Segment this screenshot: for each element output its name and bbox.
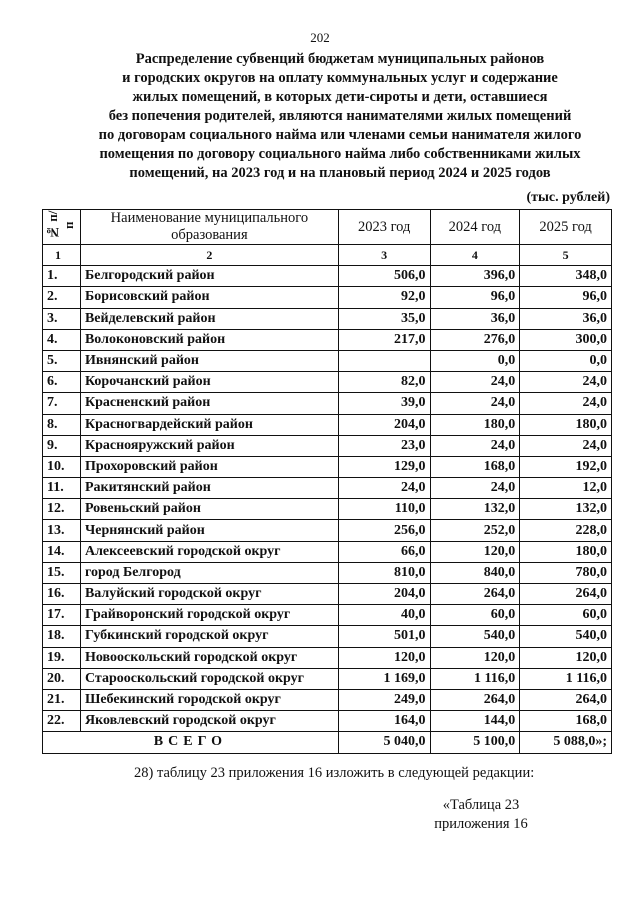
value-2023: 249,0 <box>338 689 430 710</box>
subvention-table <box>42 209 612 754</box>
title-line: Распределение субвенций бюджетам муниципальных районов <box>135 51 545 67</box>
table-row <box>43 520 612 541</box>
value-2025: 36,0 <box>520 308 612 329</box>
value-2025: 192,0 <box>520 456 612 477</box>
table-row <box>43 287 612 308</box>
title-line: помещений, на 2023 год и на плановый период 2024 и 2025 годов <box>129 165 551 181</box>
row-number: 7. <box>43 393 81 414</box>
total-2024: 5 100,0 <box>430 732 520 753</box>
header-name: Наименование муниципального образования <box>80 210 338 245</box>
municipality-name: Ракитянский район <box>80 478 338 499</box>
title-line: по договорам социального найма или членами семьи нанимателя жилого <box>98 127 582 143</box>
table-row <box>43 393 612 414</box>
municipality-name: Новооскольский городской округ <box>80 647 338 668</box>
column-index: 1 <box>43 245 81 266</box>
municipality-name: Красногвардейский район <box>80 414 338 435</box>
total-row <box>43 732 612 753</box>
value-2024: 252,0 <box>430 520 520 541</box>
value-2024: 180,0 <box>430 414 520 435</box>
value-2025: 24,0 <box>520 393 612 414</box>
column-index: 4 <box>430 245 520 266</box>
row-number: 17. <box>43 605 81 626</box>
value-2025: 780,0 <box>520 562 612 583</box>
header-2023: 2023 год <box>338 210 430 245</box>
document-title <box>60 50 620 183</box>
column-index: 5 <box>520 245 612 266</box>
value-2025: 24,0 <box>520 435 612 456</box>
value-2025: 12,0 <box>520 478 612 499</box>
value-2024: 396,0 <box>430 266 520 287</box>
value-2023: 501,0 <box>338 626 430 647</box>
row-number: 11. <box>43 478 81 499</box>
value-2025: 132,0 <box>520 499 612 520</box>
value-2024: 96,0 <box>430 287 520 308</box>
row-number: 9. <box>43 435 81 456</box>
row-number: 22. <box>43 711 81 732</box>
table-row <box>43 350 612 371</box>
row-number: 3. <box>43 308 81 329</box>
value-2024: 168,0 <box>430 456 520 477</box>
municipality-name: Красненский район <box>80 393 338 414</box>
header-2024: 2024 год <box>430 210 520 245</box>
column-index: 3 <box>338 245 430 266</box>
table-row <box>43 647 612 668</box>
municipality-name: Старооскольский городской округ <box>80 668 338 689</box>
value-2025: 300,0 <box>520 329 612 350</box>
value-2025: 264,0 <box>520 584 612 605</box>
value-2023: 256,0 <box>338 520 430 541</box>
table-row <box>43 562 612 583</box>
value-2023: 120,0 <box>338 647 430 668</box>
value-2023: 92,0 <box>338 287 430 308</box>
row-number: 6. <box>43 372 81 393</box>
value-2024: 24,0 <box>430 435 520 456</box>
row-number: 15. <box>43 562 81 583</box>
value-2025: 120,0 <box>520 647 612 668</box>
value-2023: 204,0 <box>338 414 430 435</box>
value-2024: 264,0 <box>430 584 520 605</box>
value-2023: 39,0 <box>338 393 430 414</box>
value-2025: 540,0 <box>520 626 612 647</box>
municipality-name: Яковлевский городской округ <box>80 711 338 732</box>
municipality-name: Краснояружский район <box>80 435 338 456</box>
value-2024: 276,0 <box>430 329 520 350</box>
value-2024: 120,0 <box>430 541 520 562</box>
municipality-name: Валуйский городской округ <box>80 584 338 605</box>
value-2025: 60,0 <box>520 605 612 626</box>
page-number: 202 <box>310 30 330 45</box>
amendment-text: 28) таблицу 23 приложения 16 изложить в следующей редакции: <box>134 765 535 781</box>
row-number: 19. <box>43 647 81 668</box>
value-2023: 40,0 <box>338 605 430 626</box>
value-2024: 60,0 <box>430 605 520 626</box>
units-label: (тыс. рублей) <box>526 190 610 205</box>
next-table-caption <box>426 796 536 834</box>
value-2023: 66,0 <box>338 541 430 562</box>
row-number: 8. <box>43 414 81 435</box>
row-number: 4. <box>43 329 81 350</box>
value-2023: 110,0 <box>338 499 430 520</box>
caption-line: «Таблица 23 <box>442 797 520 813</box>
row-number: 2. <box>43 287 81 308</box>
table-row <box>43 478 612 499</box>
row-number: 18. <box>43 626 81 647</box>
table-row <box>43 541 612 562</box>
value-2025: 180,0 <box>520 541 612 562</box>
title-line: и городских округов на оплату коммунальных услуг и содержание <box>122 70 558 86</box>
municipality-name: Ивнянский район <box>80 350 338 371</box>
table-row <box>43 308 612 329</box>
value-2024: 0,0 <box>430 350 520 371</box>
row-number: 21. <box>43 689 81 710</box>
value-2025: 24,0 <box>520 372 612 393</box>
value-2024: 24,0 <box>430 372 520 393</box>
value-2024: 144,0 <box>430 711 520 732</box>
row-number: 14. <box>43 541 81 562</box>
municipality-name: Алексеевский городской округ <box>80 541 338 562</box>
caption-line: приложения 16 <box>434 816 528 832</box>
municipality-name: Вейделевский район <box>80 308 338 329</box>
municipality-name: Ровеньский район <box>80 499 338 520</box>
value-2025: 96,0 <box>520 287 612 308</box>
value-2023: 1 169,0 <box>338 668 430 689</box>
table-row <box>43 626 612 647</box>
value-2024: 24,0 <box>430 393 520 414</box>
row-number: 20. <box>43 668 81 689</box>
row-number: 12. <box>43 499 81 520</box>
value-2024: 36,0 <box>430 308 520 329</box>
municipality-name: Корочанский район <box>80 372 338 393</box>
municipality-name: Чернянский район <box>80 520 338 541</box>
table-row <box>43 435 612 456</box>
value-2023 <box>338 350 430 371</box>
value-2025: 180,0 <box>520 414 612 435</box>
table-row <box>43 456 612 477</box>
total-label: ВСЕГО <box>43 732 339 753</box>
value-2023: 129,0 <box>338 456 430 477</box>
municipality-name: Губкинский городской округ <box>80 626 338 647</box>
value-2024: 24,0 <box>430 478 520 499</box>
municipality-name: Белгородский район <box>80 266 338 287</box>
value-2024: 120,0 <box>430 647 520 668</box>
value-2023: 24,0 <box>338 478 430 499</box>
row-number: 13. <box>43 520 81 541</box>
table-row <box>43 414 612 435</box>
title-line: без попечения родителей, являются нанимателями жилых помещений <box>108 108 572 124</box>
row-number: 10. <box>43 456 81 477</box>
table-row <box>43 372 612 393</box>
municipality-name: Прохоровский район <box>80 456 338 477</box>
value-2024: 540,0 <box>430 626 520 647</box>
row-number: 16. <box>43 584 81 605</box>
value-2024: 1 116,0 <box>430 668 520 689</box>
value-2023: 82,0 <box>338 372 430 393</box>
table-row <box>43 605 612 626</box>
value-2023: 35,0 <box>338 308 430 329</box>
value-2025: 264,0 <box>520 689 612 710</box>
row-number: 1. <box>43 266 81 287</box>
row-number: 5. <box>43 350 81 371</box>
value-2024: 264,0 <box>430 689 520 710</box>
table-row <box>43 499 612 520</box>
column-index: 2 <box>80 245 338 266</box>
title-line: жилых помещений, в которых дети-сироты и дети, оставшиеся <box>132 89 548 105</box>
municipality-name: Грайворонский городской округ <box>80 605 338 626</box>
table-row <box>43 689 612 710</box>
municipality-name: Шебекинский городской округ <box>80 689 338 710</box>
municipality-name: город Белгород <box>80 562 338 583</box>
value-2025: 0,0 <box>520 350 612 371</box>
value-2023: 506,0 <box>338 266 430 287</box>
total-2025: 5 088,0»; <box>520 732 612 753</box>
value-2024: 132,0 <box>430 499 520 520</box>
municipality-name: Волоконовский район <box>80 329 338 350</box>
municipality-name: Борисовский район <box>80 287 338 308</box>
value-2025: 168,0 <box>520 711 612 732</box>
table-row <box>43 329 612 350</box>
title-line: помещения по договору социального найма либо собственниками жилых <box>99 146 581 162</box>
table-row <box>43 266 612 287</box>
value-2024: 840,0 <box>430 562 520 583</box>
value-2023: 164,0 <box>338 711 430 732</box>
value-2025: 348,0 <box>520 266 612 287</box>
value-2023: 217,0 <box>338 329 430 350</box>
header-number: № п/п <box>43 210 81 245</box>
table-row <box>43 584 612 605</box>
value-2023: 810,0 <box>338 562 430 583</box>
value-2023: 204,0 <box>338 584 430 605</box>
value-2023: 23,0 <box>338 435 430 456</box>
value-2025: 1 116,0 <box>520 668 612 689</box>
total-2023: 5 040,0 <box>338 732 430 753</box>
table-row <box>43 668 612 689</box>
table-row <box>43 711 612 732</box>
header-2025: 2025 год <box>520 210 612 245</box>
value-2025: 228,0 <box>520 520 612 541</box>
